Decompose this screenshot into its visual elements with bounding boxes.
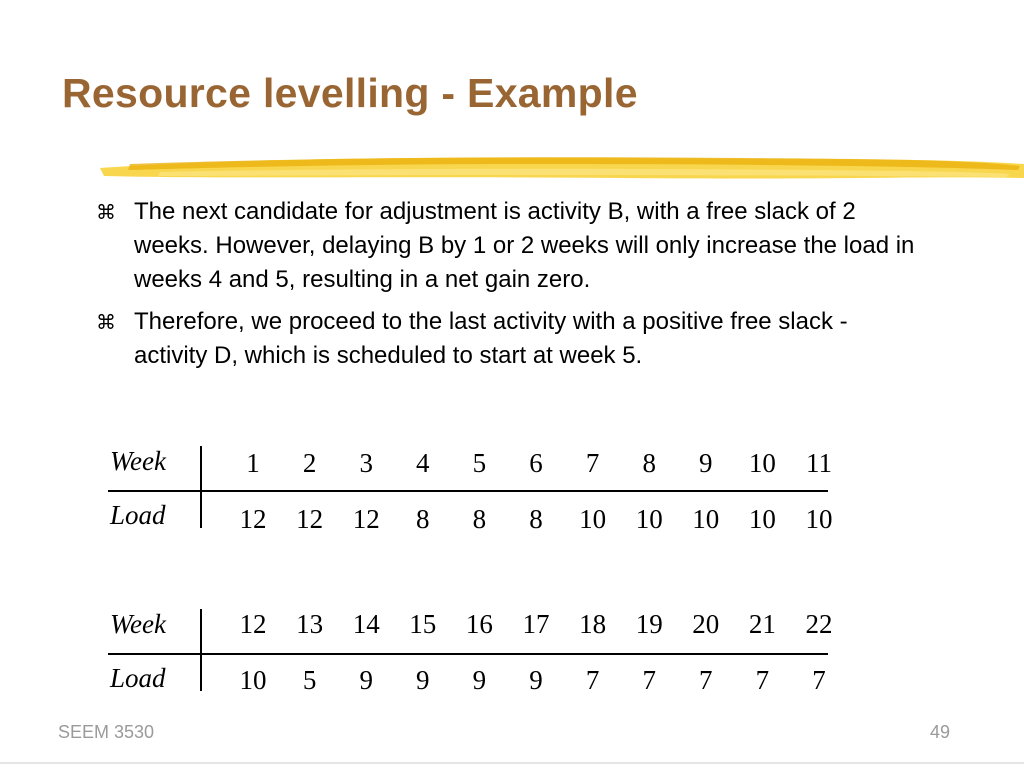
slide-title: Resource levelling - Example bbox=[62, 70, 638, 116]
load-value-cell: 10 bbox=[805, 504, 833, 534]
table-divider-horizontal bbox=[108, 653, 828, 655]
week-number-cell: 10 bbox=[748, 448, 776, 478]
load-value-cell: 7 bbox=[699, 665, 713, 695]
load-value-cell: 7 bbox=[585, 665, 600, 695]
footer-page-number: 49 bbox=[930, 722, 951, 742]
week-number-cell: 22 bbox=[805, 609, 833, 639]
load-row-label: Load bbox=[110, 663, 166, 693]
bullet-item bbox=[96, 305, 916, 373]
bullet-text: The next candidate for adjustment is activity B, with a free slack of 2 weeks. However, delaying B by 1 or 2 weeks will only increase the load in weeks 4 and 5, resulting in a net gain zero. bbox=[134, 198, 915, 293]
bottom-divider bbox=[0, 762, 1024, 764]
load-value-cell: 10 bbox=[748, 504, 776, 534]
week-number-cell: 11 bbox=[806, 448, 832, 478]
week-number-cell: 7 bbox=[585, 448, 600, 478]
week-row-label: Week bbox=[110, 446, 166, 476]
week-number-cell: 17 bbox=[522, 609, 550, 639]
load-value-cell: 12 bbox=[239, 504, 267, 534]
bullet-item bbox=[96, 195, 916, 297]
load-value-cell: 8 bbox=[472, 504, 487, 534]
load-value-cell: 8 bbox=[416, 504, 430, 534]
bullet-text: Therefore, we proceed to the last activity with a positive free slack - activity D, which is scheduled to start at week 5. bbox=[134, 308, 848, 369]
highlighter-stroke bbox=[100, 146, 1024, 190]
week-number-cell: 9 bbox=[699, 448, 713, 478]
load-value-cell: 7 bbox=[812, 665, 826, 695]
load-table-weeks-1-11 bbox=[108, 446, 833, 541]
load-value-cell: 9 bbox=[529, 665, 543, 695]
load-value-cell: 8 bbox=[529, 504, 543, 534]
week-number-cell: 1 bbox=[246, 448, 260, 478]
week-number-cell: 19 bbox=[635, 609, 663, 639]
week-number-cell: 8 bbox=[642, 448, 656, 478]
command-key-icon: ⌘ bbox=[96, 200, 116, 224]
week-number-cell: 13 bbox=[296, 609, 324, 639]
load-value-cell: 9 bbox=[359, 665, 373, 695]
table-divider-vertical bbox=[200, 446, 202, 528]
load-table-weeks-12-22 bbox=[108, 609, 833, 704]
week-number-cell: 18 bbox=[579, 609, 607, 639]
load-value-cell: 12 bbox=[352, 504, 380, 534]
load-value-cell: 9 bbox=[472, 665, 487, 695]
week-number-cell: 5 bbox=[472, 448, 487, 478]
week-number-cell: 3 bbox=[359, 448, 373, 478]
load-value-cell: 7 bbox=[755, 665, 770, 695]
load-value-cell: 10 bbox=[692, 504, 720, 534]
week-row-label: Week bbox=[110, 609, 166, 639]
load-value-cell: 10 bbox=[579, 504, 607, 534]
footer-course-code: SEEM 3530 bbox=[58, 722, 155, 742]
load-value-cell: 10 bbox=[239, 665, 267, 695]
table-divider-vertical bbox=[200, 609, 202, 691]
week-number-cell: 16 bbox=[465, 609, 493, 639]
week-number-cell: 6 bbox=[529, 448, 543, 478]
load-value-cell: 9 bbox=[416, 665, 430, 695]
week-number-cell: 20 bbox=[692, 609, 720, 639]
week-number-cell: 2 bbox=[302, 448, 317, 478]
load-value-cell: 12 bbox=[296, 504, 324, 534]
load-row-label: Load bbox=[110, 500, 166, 530]
command-key-icon: ⌘ bbox=[96, 310, 116, 334]
week-number-cell: 15 bbox=[409, 609, 437, 639]
week-number-cell: 14 bbox=[352, 609, 380, 639]
week-number-cell: 12 bbox=[239, 609, 267, 639]
load-value-cell: 5 bbox=[302, 665, 317, 695]
load-value-cell: 10 bbox=[635, 504, 663, 534]
week-number-cell: 21 bbox=[748, 609, 776, 639]
week-number-cell: 4 bbox=[416, 448, 430, 478]
bullet-list bbox=[96, 195, 916, 381]
table-divider-horizontal bbox=[108, 490, 828, 492]
load-value-cell: 7 bbox=[642, 665, 656, 695]
